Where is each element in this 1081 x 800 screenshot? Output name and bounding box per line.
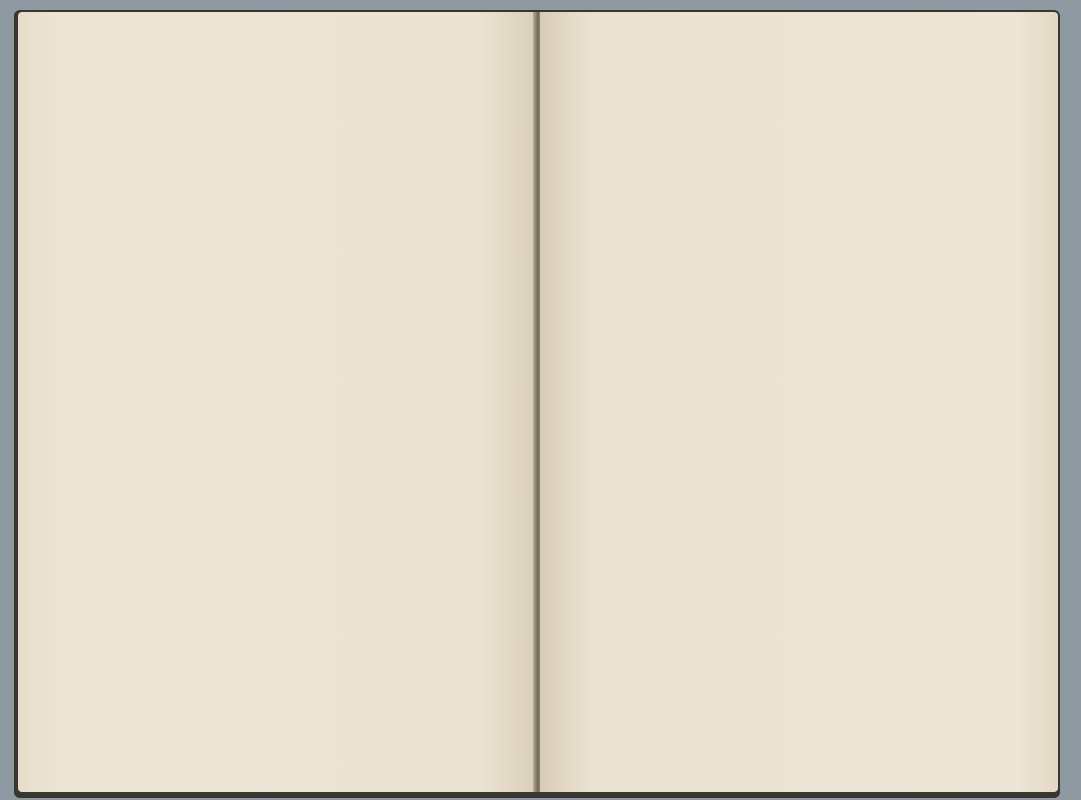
right-page [540,12,1058,792]
left-page [18,12,538,792]
